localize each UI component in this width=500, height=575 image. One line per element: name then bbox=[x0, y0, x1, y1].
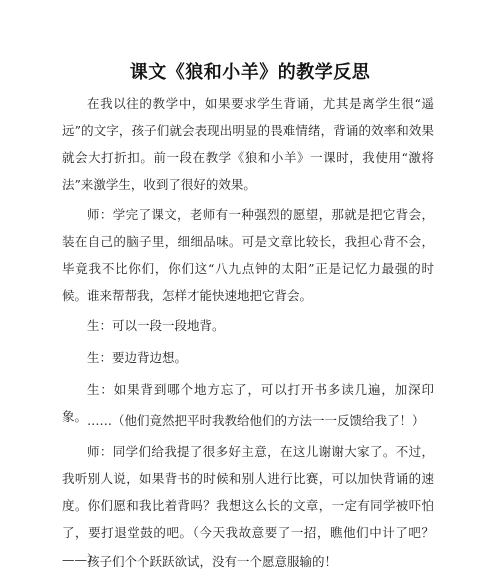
paragraph: 孩子们个个跃跃欲试，没有一个愿意服输的！ bbox=[87, 554, 338, 569]
paragraph: 在我以往的教学中，如果要求学生背诵，尤其是离学生很“遥远”的文字，孩子们就会表现出明显的畏难情绪，背诵的效率和效果就会大打折扣。前一段在教学《狼和小羊》一课时，我使用“激将法”来激学生，收到了很好的效果。 bbox=[62, 96, 434, 192]
paragraph: 师：学完了课文，老师有一种强烈的愿望，那就是把它背会，装在自己的脑子里，细细品味。可是文章比较长，我担心背不会，毕竟我不比你们，你们这“八九点钟的太阳”正是记忆力最强的时候。谁来帮帮我，怎样才能快速地把它背会。 bbox=[62, 207, 434, 303]
paragraph: 生：如果背到哪个地方忘了，可以打开书多读几遍，加深印象。 bbox=[62, 382, 434, 424]
paragraph: 生：可以一段一段地背。 bbox=[87, 318, 225, 333]
paragraph: ……（他们竟然把平时我教给他们的方法一一反馈给我了！） bbox=[87, 413, 425, 428]
document-title: 课文《狼和小羊》的教学反思 bbox=[129, 62, 371, 83]
paragraph: 师：同学们给我提了很多好主意，在这儿谢谢大家了。不过，我听别人说，如果背书的时候和别人进行比赛，可以加快背诵的速度。你们愿和我比着背吗？我想这么长的文章，一定有同学被吓怕了，要打退堂鼓的吧。（今天我故意要了一招，瞧他们中计了吧？——） bbox=[62, 444, 434, 567]
paragraph: 生：要边背边想。 bbox=[87, 350, 188, 365]
